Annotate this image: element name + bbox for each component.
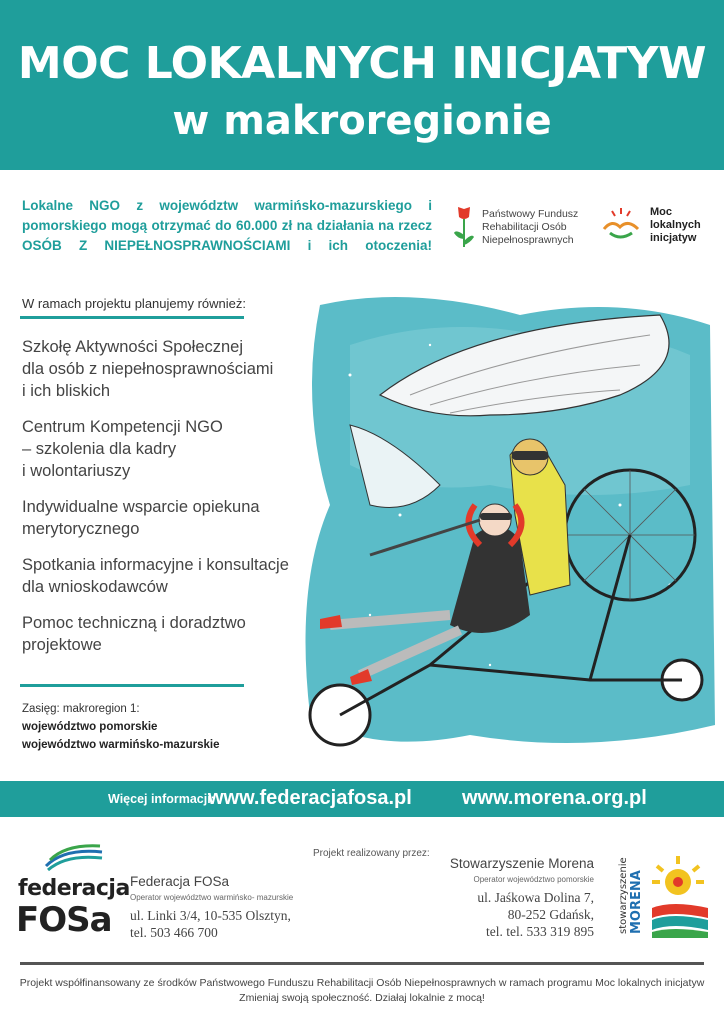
scope-region: województwo warmińsko-mazurskie — [22, 739, 220, 751]
sun-icon — [652, 856, 704, 895]
page-subtitle: w makroregionie — [172, 98, 552, 144]
svg-text:MORENA: MORENA — [629, 870, 644, 934]
fosa-website-link[interactable]: www.federacjafosa.pl — [208, 787, 412, 809]
pfron-name: Państwowy Fundusz Rehabilitacji Osób Niepełnosprawnych — [482, 207, 579, 246]
morena-website-link[interactable]: www.morena.org.pl — [462, 787, 647, 809]
funding-note: Projekt współfinansowany ze środków Państwowego Funduszu Rehabilitacji Osób Niepełnosprawnych w ramach programu Moc lokalnych inicjatyw Zmieniaj swoją społeczność. Działaj lokalnie z mocą! — [19, 977, 705, 1004]
divider — [20, 316, 244, 319]
svg-text:stowarzyszenie: stowarzyszenie — [618, 857, 629, 934]
realized-by-label: Projekt realizowany przez: — [313, 848, 430, 859]
info-label: Więcej informacji: — [108, 792, 215, 806]
scope-label: Zasięg: makroregion 1: — [22, 703, 140, 715]
plan-item: Centrum Kompetencji NGO – szkolenia dla kadry i wolontariuszy — [22, 418, 223, 480]
flying-tricycle-illustration — [290, 285, 722, 765]
scope-block — [22, 700, 219, 754]
plan-heading: W ramach projektu planujemy również: — [22, 296, 246, 311]
plan-list — [22, 336, 312, 670]
divider — [20, 962, 704, 965]
plan-item: Indywidualne wsparcie opiekuna merytorycznego — [22, 498, 260, 538]
info-bar — [0, 781, 724, 817]
moc-logo — [600, 205, 701, 245]
morena-contact: Stowarzyszenie Morena Operator województwo pomorskie ul. Jaśkowa Dolina 7, 80-252 Gdańsk, tel. tel. 533 319 895 — [449, 856, 594, 939]
tulip-icon — [452, 205, 476, 249]
handshake-icon — [600, 205, 642, 245]
divider — [20, 684, 244, 687]
moc-name: Moc lokalnych inicjatyw — [650, 205, 701, 244]
pfron-logo — [452, 205, 578, 249]
plan-item: Szkołę Aktywności Społecznej dla osób z niepełnosprawnościami i ich bliskich — [22, 338, 274, 400]
plan-item: Spotkania informacyjne i konsultacje dla wnioskodawców — [22, 556, 289, 596]
scope-region: województwo pomorskie — [22, 721, 158, 733]
intro-emphasis: OSÓB Z NIEPEŁNOSPRAWNOŚCIAMI — [22, 238, 291, 253]
footer: federacja FOSa Federacja FOSa Operator województwo warmińsko- mazurskie ul. Linki 3/4, 10-535 Olsztyn, tel. 503 466 700 Projekt realizowany przez: Stowarzyszenie Morena Operator województwo pomorskie ul. Jaśkowa Dolina 7, 80-252 Gdańsk, tel. tel. 533 319 895 stowarzyszenie MORENA — [0, 830, 724, 960]
morena-logo — [612, 848, 712, 940]
header-banner — [0, 0, 724, 170]
page-title: MOC LOKALNYCH INICJATYW — [17, 38, 707, 89]
fosa-contact: Federacja FOSa Operator województwo warmińsko- mazurskie ul. Linki 3/4, 10-535 Olsztyn, tel. 503 466 700 — [130, 874, 294, 940]
waves-icon — [44, 842, 104, 872]
intro-text: Lokalne NGO z województw warmińsko-mazurskiego i pomorskiego mogą otrzymać do 60.000 zł na działania na rzecz OSÓB Z NIEPEŁNOSPRAWNOŚCIAMI i ich otoczenia! — [22, 198, 432, 253]
plan-item: Pomoc techniczną i doradztwo projektowe — [22, 614, 246, 654]
